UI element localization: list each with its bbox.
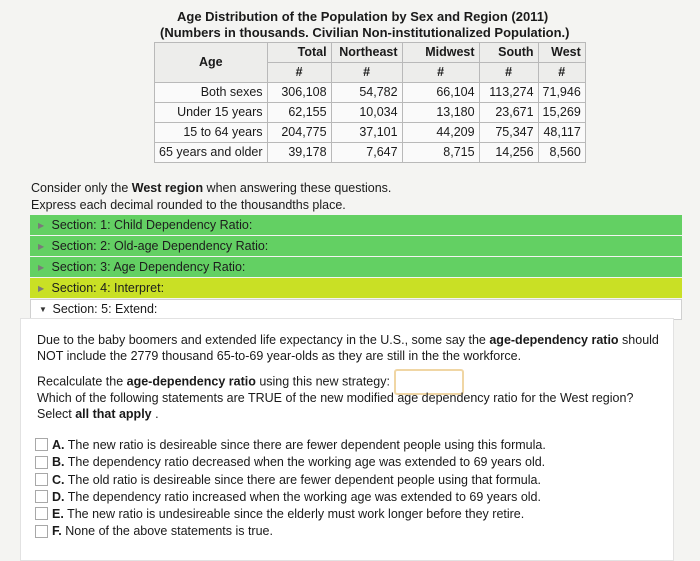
option-letter: F. <box>52 524 62 539</box>
section-5-header[interactable] <box>30 299 682 320</box>
section-label: Section: 4: Interpret: <box>51 281 165 295</box>
instruction-text: when answering these questions. <box>203 181 392 195</box>
prompt-bold: age-dependency ratio <box>126 374 256 389</box>
section-label: Section: 3: Age Dependency Ratio: <box>51 260 246 274</box>
column-header: Midwest <box>402 43 479 63</box>
select-text: . <box>151 407 159 421</box>
instructions <box>31 180 391 214</box>
column-header: South <box>479 43 538 63</box>
row-label: Under 15 years <box>155 103 268 123</box>
caret-right-icon: ▶ <box>38 262 45 272</box>
instruction-bold: West region <box>131 181 204 195</box>
unit-symbol: # <box>402 63 479 83</box>
row-label: 15 to 64 years <box>155 123 268 143</box>
option-e[interactable] <box>35 506 546 523</box>
table-cell: 23,671 <box>479 103 538 123</box>
options-list <box>35 437 546 541</box>
option-a[interactable] <box>35 437 546 454</box>
table-cell: 71,946 <box>538 83 585 103</box>
table-row <box>155 83 586 103</box>
unit-symbol: # <box>331 63 402 83</box>
question-line: Which of the following statements are TRUE of the new modified age dependency ratio for the West region? <box>37 391 634 405</box>
instruction-line-2: Express each decimal rounded to the thousandths place. <box>31 198 346 212</box>
page-title <box>0 9 700 41</box>
table-cell: 15,269 <box>538 103 585 123</box>
section-label: Section: 2: Old-age Dependency Ratio: <box>51 239 269 253</box>
checkbox[interactable] <box>35 490 48 503</box>
checkbox[interactable] <box>35 456 48 469</box>
section-1-header[interactable] <box>30 215 682 235</box>
table-cell: 13,180 <box>402 103 479 123</box>
section-label: Section: 5: Extend: <box>52 302 158 316</box>
option-text: None of the above statements is true. <box>65 524 273 539</box>
section-2-header[interactable] <box>30 236 682 256</box>
extend-panel <box>20 318 674 561</box>
option-f[interactable] <box>35 523 546 540</box>
table-cell: 14,256 <box>479 143 538 163</box>
section-4-header[interactable] <box>30 278 682 298</box>
table-header-row <box>155 43 586 63</box>
table-cell: 39,178 <box>267 143 331 163</box>
population-table <box>154 42 586 163</box>
unit-symbol: # <box>538 63 585 83</box>
select-text: Select <box>37 407 76 421</box>
paragraph-bold: age-dependency ratio <box>489 333 619 347</box>
checkbox[interactable] <box>35 438 48 451</box>
caret-right-icon: ▶ <box>38 283 45 293</box>
option-text: The old ratio is desireable since there are fewer dependent people using that formula. <box>67 472 541 487</box>
table-cell: 7,647 <box>331 143 402 163</box>
option-d[interactable] <box>35 489 546 506</box>
age-column-header: Age <box>155 43 268 83</box>
unit-symbol: # <box>479 63 538 83</box>
select-instruction <box>37 406 667 422</box>
table-row <box>155 123 586 143</box>
select-bold: all that apply <box>75 407 152 421</box>
row-label: 65 years and older <box>155 143 268 163</box>
section-3-header[interactable] <box>30 257 682 277</box>
option-text: The dependency ratio decreased when the working age was extended to 69 years old. <box>67 455 546 470</box>
option-text: The new ratio is undesireable since the elderly must work longer before they retire. <box>67 507 525 522</box>
caret-right-icon: ▶ <box>38 241 45 251</box>
section-label: Section: 1: Child Dependency Ratio: <box>51 218 253 232</box>
column-header: West <box>538 43 585 63</box>
option-letter: E. <box>52 507 64 522</box>
table-cell: 113,274 <box>479 83 538 103</box>
table-cell: 306,108 <box>267 83 331 103</box>
table-row <box>155 143 586 163</box>
option-c[interactable] <box>35 472 546 489</box>
table-cell: 44,209 <box>402 123 479 143</box>
paragraph-text: should NOT include the 2779 thousand 65-to-69 year-olds as they are still in the the workforce. <box>37 333 659 363</box>
caret-down-icon: ▼ <box>39 305 47 315</box>
checkbox[interactable] <box>35 525 48 538</box>
option-letter: A. <box>52 438 65 452</box>
table-cell: 66,104 <box>402 83 479 103</box>
table-cell: 8,715 <box>402 143 479 163</box>
checkbox[interactable] <box>35 507 48 520</box>
table-cell: 48,117 <box>538 123 585 143</box>
prompt-text: using this new strategy: <box>255 374 390 389</box>
section-list <box>30 215 682 321</box>
option-text: The dependency ratio increased when the working age was extended to 69 years old. <box>67 489 541 504</box>
column-header: Northeast <box>331 43 402 63</box>
table-cell: 204,775 <box>267 123 331 143</box>
option-letter: C. <box>52 472 65 487</box>
table-cell: 54,782 <box>331 83 402 103</box>
table-cell: 75,347 <box>479 123 538 143</box>
option-text: The new ratio is desireable since there are fewer dependent people using this formula. <box>67 438 546 452</box>
option-letter: B. <box>52 455 65 470</box>
table-cell: 8,560 <box>538 143 585 163</box>
caret-right-icon: ▶ <box>38 220 45 230</box>
paragraph-text: Due to the baby boomers and extended life expectancy in the U.S., some say the <box>37 333 490 347</box>
table-cell: 62,155 <box>267 103 331 123</box>
option-b[interactable] <box>35 454 546 471</box>
option-letter: D. <box>52 489 65 504</box>
instruction-text: Consider only the <box>31 181 132 195</box>
context-paragraph <box>37 332 667 364</box>
title-line-1: Age Distribution of the Population by Sex and Region (2011) <box>177 9 549 24</box>
table-cell: 10,034 <box>331 103 402 123</box>
table-cell: 37,101 <box>331 123 402 143</box>
instruction-line-1 <box>31 180 391 197</box>
prompt-text: Recalculate the <box>37 374 127 389</box>
question-text <box>37 390 667 422</box>
column-header: Total <box>267 43 331 63</box>
row-label: Both sexes <box>155 83 268 103</box>
checkbox[interactable] <box>35 473 48 486</box>
title-line-2: (Numbers in thousands. Civilian Non-institutionalized Population.) <box>160 25 570 40</box>
table-row <box>155 103 586 123</box>
unit-symbol: # <box>267 63 331 83</box>
